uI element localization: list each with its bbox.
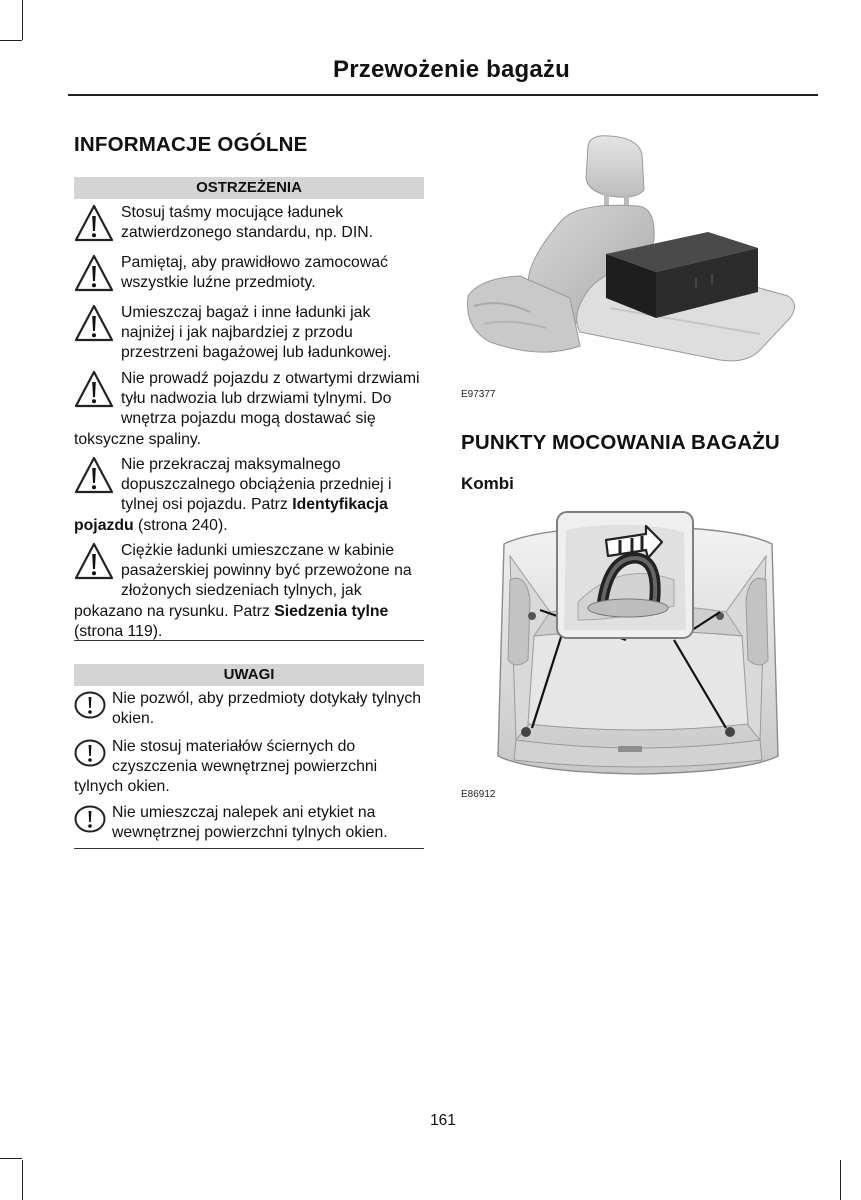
- warning-triangle-icon: [74, 303, 114, 343]
- warning-item: [74, 253, 426, 295]
- warning-text: Nie przekraczaj maksymalnego dopuszczalnego obciążenia przedniej i tylnej osi pojazdu. Patrz: [121, 456, 392, 514]
- crop-mark: [840, 1160, 841, 1200]
- crop-mark: [22, 0, 23, 40]
- luggage-compartment-illustration: [496, 510, 780, 782]
- warnings-heading: OSTRZEŻENIA: [74, 177, 424, 199]
- warning-text: Pamiętaj, aby prawidłowo zamocować wszystkie luźne przedmioty.: [121, 254, 388, 292]
- warning-triangle-icon: [74, 455, 114, 495]
- note-text: Nie umieszczaj nalepek ani etykiet na wewnętrznej powierzchni tylnych okien.: [112, 804, 388, 842]
- section-divider: [74, 640, 424, 641]
- notes-heading: UWAGI: [74, 664, 424, 686]
- subsection-title: Kombi: [461, 474, 514, 493]
- crop-mark: [0, 1158, 22, 1159]
- notice-exclamation-icon: [74, 689, 106, 721]
- section-title-tiedown: PUNKTY MOCOWANIA BAGAŻU: [461, 431, 780, 454]
- page-reference: (strona 240).: [133, 516, 228, 534]
- cross-reference-link[interactable]: Identyfikacja pojazdu: [74, 496, 388, 534]
- note-text: Nie pozwól, aby przedmioty dotykały tylnych okien.: [112, 690, 422, 728]
- warning-item: [74, 541, 426, 642]
- section-divider: [74, 848, 424, 849]
- cross-reference-link[interactable]: Siedzenia tylne: [274, 602, 389, 620]
- warning-text: Umieszczaj bagaż i inne ładunki jak najniżej i jak najbardziej z przodu przestrzeni bagażowej lub ładunkowej.: [121, 304, 392, 362]
- warning-triangle-icon: [74, 253, 114, 293]
- note-item: [74, 737, 426, 798]
- note-text: Nie stosuj materiałów ściernych do czyszczenia wewnętrznej powierzchni tylnych okien.: [74, 738, 378, 796]
- warning-text: Stosuj taśmy mocujące ładunek zatwierdzonego standardu, np. DIN.: [121, 204, 374, 242]
- figure-code: E86912: [461, 789, 496, 800]
- page-title: Przewożenie bagażu: [333, 56, 570, 83]
- warning-triangle-icon: [74, 369, 114, 409]
- warning-text: Ciężkie ładunki umieszczane w kabinie pasażerskiej powinny być przewożone na złożonych siedzeniach tylnych, jak pokazano na rysunku. Patrz: [74, 542, 412, 620]
- warning-text: Nie prowadź pojazdu z otwartymi drzwiami tyłu nadwozia lub drzwiami tylnymi. Do wnętrza pojazdu mogą dostawać się toksyczne spaliny.: [74, 370, 420, 448]
- warning-item: [74, 303, 426, 364]
- section-title-general: INFORMACJE OGÓLNE: [74, 133, 308, 156]
- note-item: [74, 689, 426, 729]
- note-item: [74, 803, 426, 843]
- warning-item: [74, 455, 426, 536]
- warning-triangle-icon: [74, 203, 114, 243]
- crop-mark: [22, 1160, 23, 1200]
- notice-exclamation-icon: [74, 803, 106, 835]
- folded-seat-cargo-illustration: [460, 128, 800, 373]
- warning-triangle-icon: [74, 541, 114, 581]
- crop-mark: [0, 40, 22, 41]
- title-rule: [68, 94, 818, 96]
- warning-item: [74, 369, 426, 450]
- page-reference: (strona 119).: [74, 622, 163, 640]
- warning-item: [74, 203, 426, 245]
- notice-exclamation-icon: [74, 737, 106, 769]
- page-number: 161: [430, 1112, 456, 1129]
- figure-code: E97377: [461, 389, 496, 400]
